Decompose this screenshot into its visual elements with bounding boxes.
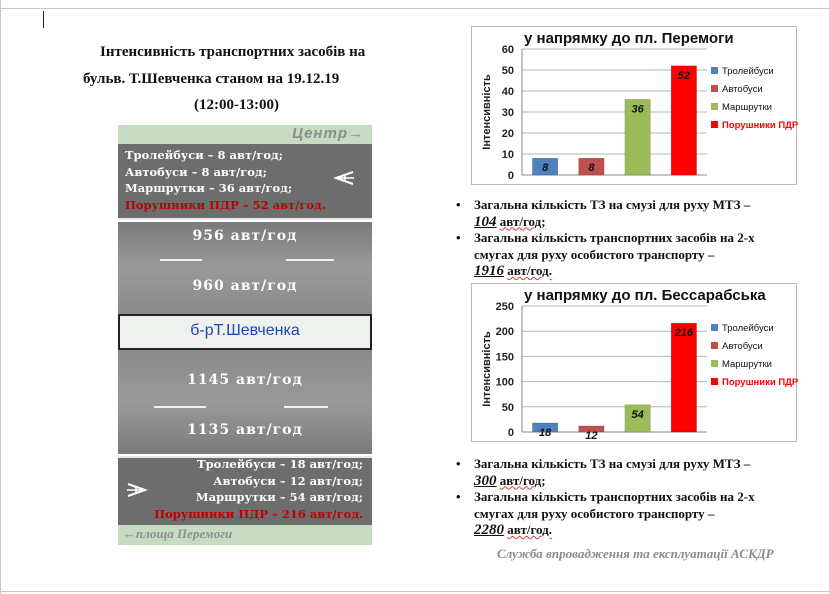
median-strip — [118, 314, 372, 350]
arrow-left-icon: ← — [123, 526, 136, 541]
bar-value-label: 36 — [631, 103, 644, 116]
legend-label: Маршрутки — [722, 102, 772, 113]
lane-flow-4: 1135 авт/год — [187, 422, 303, 438]
bullet-icon: • — [456, 456, 461, 471]
legend-swatch — [711, 67, 718, 74]
legend-swatch — [711, 103, 718, 110]
direction-strip-peremohy — [118, 525, 372, 545]
stat-trolleybus: Тролейбуси – 8 авт/год; — [125, 148, 283, 162]
summary-value: 300 — [474, 472, 497, 489]
lane-divider — [154, 406, 206, 408]
bullet-icon: • — [456, 230, 461, 245]
stat-minibus: Маршрутки – 36 авт/год; — [125, 181, 293, 195]
y-tick-label: 250 — [495, 301, 514, 313]
legend-label: Автобуси — [722, 84, 763, 95]
y-axis-label: Інтенсивність — [481, 74, 493, 150]
summary-value: 1916 — [474, 263, 504, 279]
y-tick-label: 150 — [495, 351, 514, 364]
chart-plot — [472, 27, 798, 186]
chart-peremohy — [471, 26, 797, 185]
legend-swatch — [711, 324, 718, 331]
chart-title: у напрямку до пл. Бессарабська — [524, 287, 766, 304]
bar-value-label: 8 — [542, 162, 549, 175]
y-tick-label: 50 — [501, 65, 514, 77]
direction-strip-center — [118, 125, 372, 144]
y-tick-label: 10 — [501, 149, 514, 161]
stat-trolleybus: Тролейбуси – 18 авт/год; — [197, 457, 363, 471]
y-tick-label: 0 — [507, 170, 514, 182]
summary-list-2 — [456, 456, 796, 539]
lane-divider — [160, 259, 202, 261]
chart-bessarabska — [471, 283, 797, 442]
summary-unit: авт/год. — [507, 263, 552, 278]
summary-text: Загальна кількість транспортних засобів на 2-х — [474, 489, 755, 504]
summary-text: смугах для руху особистого транспорту – — [474, 505, 715, 521]
stat-bus: Автобуси – 12 авт/год; — [213, 473, 363, 488]
direction-peremohy-label: ←площа Перемоги — [123, 526, 233, 541]
lane-direction-arrow-icon — [333, 170, 355, 186]
legend-label: Тролейбуси — [722, 323, 774, 334]
doc-title-line-2: бульв. Т.Шевченка станом на 19.12.19 — [83, 71, 340, 87]
legend-swatch — [711, 378, 718, 385]
doc-title-line-1: Інтенсивність транспортних засобів на — [100, 44, 366, 60]
median-label: б-рТ.Шевченка — [190, 322, 300, 339]
chart-plot — [472, 284, 798, 443]
legend-label: Маршрутки — [722, 359, 772, 370]
bar-value-label: 54 — [631, 408, 644, 421]
summary-text: Загальна кількість ТЗ на смузі для руху МТЗ – — [474, 197, 751, 212]
legend-label: Порушники ПДР — [722, 377, 798, 388]
summary-item — [456, 197, 796, 230]
direction-center-label: Центр→ — [292, 125, 364, 142]
bar-value-label: 8 — [588, 162, 595, 175]
summary-unit: авт/год; — [499, 472, 546, 488]
bar-value-label: 12 — [585, 429, 598, 442]
road-diagram — [118, 125, 372, 545]
lane-divider — [286, 259, 334, 261]
stat-violators: Порушники ПДР – 216 авт/год. — [154, 506, 363, 521]
lane-divider — [284, 406, 328, 408]
lane-flow-1: 956 авт/год — [192, 228, 298, 244]
arrow-right-icon: → — [348, 125, 364, 142]
y-tick-label: 60 — [501, 44, 514, 56]
summary-text: Загальна кількість ТЗ на смузі для руху МТЗ – — [474, 456, 751, 471]
summary-item — [456, 456, 796, 489]
legend-label: Автобуси — [722, 341, 763, 352]
stat-bus: Автобуси – 8 авт/год; — [125, 164, 267, 179]
y-tick-label: 200 — [495, 326, 514, 339]
y-tick-label: 50 — [501, 401, 514, 414]
summary-unit: авт/год. — [507, 522, 552, 537]
bullet-icon: • — [456, 197, 461, 212]
bar — [671, 323, 696, 432]
car-lanes-bottom — [118, 350, 372, 454]
text-cursor — [43, 11, 44, 28]
y-tick-label: 40 — [501, 86, 514, 98]
y-tick-label: 0 — [507, 427, 514, 439]
bar-value-label: 216 — [674, 327, 694, 340]
legend-swatch — [711, 121, 718, 128]
summary-unit: авт/год; — [499, 213, 546, 229]
legend-swatch — [711, 342, 718, 349]
chart-title: у напрямку до пл. Перемоги — [524, 30, 734, 47]
y-tick-label: 100 — [495, 376, 514, 389]
bus-lane-bottom-stats — [154, 456, 363, 522]
lane-direction-arrow-icon — [126, 482, 148, 498]
lane-flow-2: 960 авт/год — [192, 278, 298, 294]
legend-label: Порушники ПДР — [722, 120, 798, 131]
summary-item — [456, 230, 796, 280]
bus-lane-top-stats — [125, 147, 326, 213]
legend-swatch — [711, 360, 718, 367]
bullet-icon: • — [456, 489, 461, 504]
y-tick-label: 30 — [501, 107, 514, 119]
bar-value-label: 18 — [539, 426, 552, 439]
doc-title-line-3: (12:00-13:00) — [194, 97, 279, 113]
summary-value: 104 — [474, 213, 497, 230]
summary-item — [456, 489, 796, 539]
lane-flow-3: 1145 авт/год — [187, 372, 303, 388]
bar-value-label: 52 — [677, 69, 690, 82]
stat-minibus: Маршрутки – 54 авт/год; — [195, 490, 363, 504]
legend-swatch — [711, 85, 718, 92]
summary-list-1 — [456, 197, 796, 280]
footer-department: Служба впровадження та експлуатації АСКДР — [497, 546, 774, 561]
summary-text: Загальна кількість транспортних засобів на 2-х — [474, 230, 755, 245]
legend-label: Тролейбуси — [722, 66, 774, 77]
stat-violators: Порушники ПДР – 52 авт/год. — [125, 197, 326, 212]
y-tick-label: 20 — [501, 128, 514, 140]
y-axis-label: Інтенсивність — [481, 331, 493, 407]
summary-value: 2280 — [474, 522, 504, 538]
bar — [671, 66, 696, 175]
summary-text: смугах для руху особистого транспорту – — [474, 246, 715, 262]
